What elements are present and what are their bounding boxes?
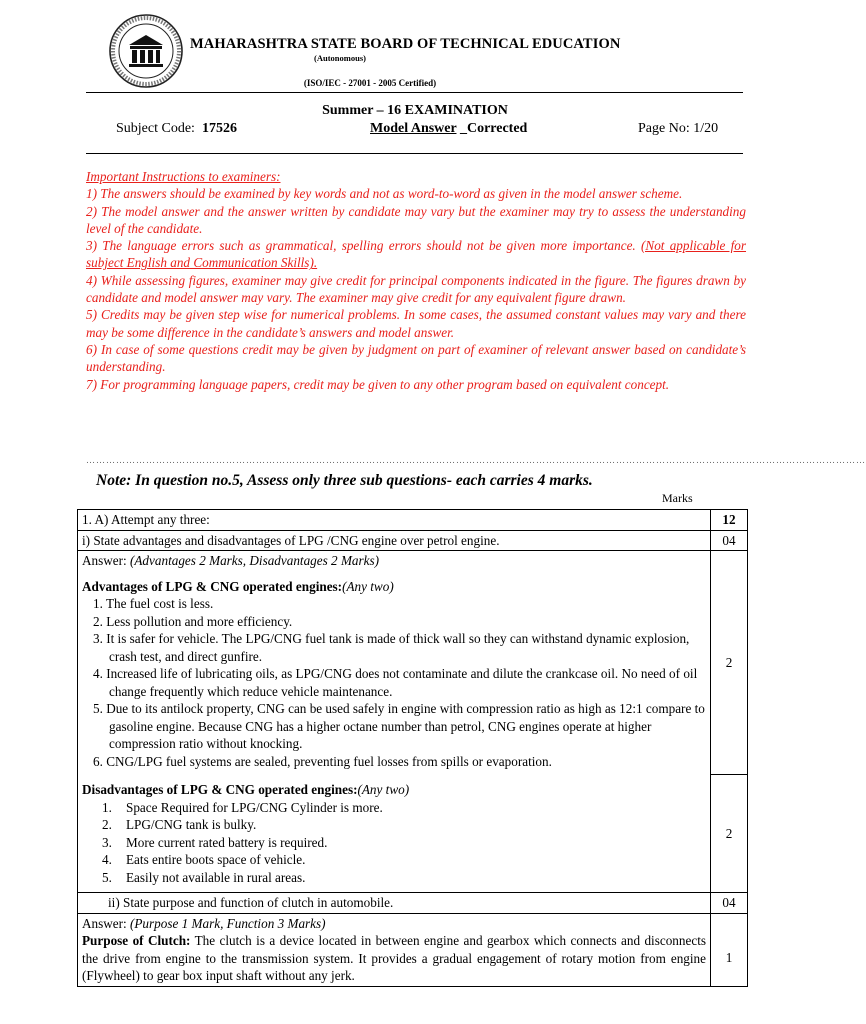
model-answer-label: Model Answer (370, 121, 457, 136)
disadvantages-title (82, 781, 706, 799)
marks-cell: 04 (711, 893, 748, 914)
advantages-any: (Any two) (342, 578, 394, 594)
list-item-text: LPG/CNG tank is bulky. (126, 817, 257, 832)
list-item (82, 816, 706, 834)
list-item-text: Easily not available in rural areas. (126, 869, 306, 885)
clutch-answer (78, 913, 711, 986)
list-item: 6. CNG/LPG fuel systems are sealed, preventing fuel losses from spills or evaporation. (93, 753, 552, 769)
disadvantages-block (78, 774, 711, 893)
table-row (78, 774, 748, 893)
table-row (78, 510, 748, 531)
list-item-number: 3. (102, 834, 112, 850)
list-item: 3. It is safer for vehicle. The LPG/CNG fuel tank is made of thick wall so they can withstand dynamic explosion, crash test, and direct gunfire. (93, 631, 690, 664)
page-number: Page No: 1/20 (638, 121, 719, 136)
header-rule-bottom (86, 153, 743, 154)
board-name: MAHARASHTRA STATE BOARD OF TECHNICAL EDUCATION (190, 36, 621, 52)
advantages-block (78, 571, 711, 775)
list-item: 4. Increased life of lubricating oils, as LPG/CNG does not contaminate and dilute the crankcase oil. No need of oil change frequently which reduce vehicle maintenance. (93, 666, 698, 699)
answer-scheme (82, 915, 706, 933)
answer-table (77, 509, 748, 987)
answer-label: Answer: (82, 553, 127, 568)
list-item-text: Eats entire boots space of vehicle. (126, 852, 306, 867)
dotted-separator: ……………………………………………………………………………………………………………………………………………………………………………………………………………… (86, 455, 866, 465)
marks-cell: 2 (711, 774, 748, 893)
marks-column-heading: Marks (662, 491, 693, 505)
disadvantages-any: (Any two) (357, 782, 410, 797)
table-row (78, 571, 748, 775)
instruction-item: 5) Credits may be given step wise for numerical problems. In some cases, the assumed constant values may vary and there may be some difference in the candidate’s answers and model answer. (86, 307, 746, 340)
advantages-title-text: Advantages of LPG & CNG operated engines: (82, 578, 343, 594)
purpose-paragraph (82, 932, 706, 985)
instruction-item: 7) For programming language papers, credit may be given to any other program based on equivalent concept. (86, 376, 670, 392)
header-rule-top (86, 92, 743, 93)
instruction-item (86, 237, 746, 272)
list-item: 1. The fuel cost is less. (93, 596, 214, 611)
subject-code (116, 121, 237, 137)
instruction-item-text: 3) The language errors such as grammatical, spelling errors should not be given more importance. (86, 238, 636, 254)
question-text: i) State advantages and disadvantages of LPG /CNG engine over petrol engine. (78, 530, 711, 551)
list-item-text: Space Required for LPG/CNG Cylinder is more. (126, 799, 383, 815)
instructions-title: Important Instructions to examiners: (86, 169, 281, 184)
list-item: 5. Due to its antilock property, CNG can be used safely in engine with compression ratio as high as 12:1 compare to gasoline engine. Because CNG has a higher octane number than petrol, CNG engines operate at higher compression ratio without knocking. (93, 701, 705, 751)
marks-cell: 04 (711, 530, 748, 551)
examiner-instructions (86, 168, 746, 393)
subject-code-value: 17526 (201, 121, 237, 136)
instruction-item: 1) The answers should be examined by key words and not as word-to-word as given in the model answer scheme. (86, 186, 683, 202)
table-row (78, 913, 748, 986)
question-note: Note: In question no.5, Assess only three sub questions- each carries 4 marks. (96, 472, 593, 489)
list-item: 2. Less pollution and more efficiency. (93, 613, 293, 629)
answer-scheme-text: (Purpose 1 Mark, Function 3 Marks) (129, 915, 326, 931)
exam-title: Summer – 16 EXAMINATION (322, 103, 508, 118)
disadvantages-list (82, 799, 706, 887)
list-item-text: More current rated battery is required. (126, 834, 328, 850)
table-row (78, 893, 748, 914)
answer-label: Answer: (82, 915, 127, 931)
iso-certification: (ISO/IEC - 27001 - 2005 Certified) (303, 78, 437, 88)
question-text: ii) State purpose and function of clutch in automobile. (78, 893, 711, 914)
list-item (82, 799, 706, 817)
purpose-label: Purpose of Clutch: (82, 933, 191, 948)
subject-code-label: Subject Code: (116, 121, 195, 136)
answer-scheme-text: (Advantages 2 Marks, Disadvantages 2 Marks) (129, 553, 380, 568)
advantages-list (82, 595, 706, 770)
answer-scheme (78, 551, 711, 571)
table-row (78, 530, 748, 551)
instruction-item: 6) In case of some questions credit may be given by judgment on part of examiner of relevant answer based on candidate’s understanding. (86, 341, 746, 375)
list-item (82, 869, 706, 887)
model-answer-heading (370, 121, 527, 137)
corrected-label: _Corrected (459, 121, 528, 136)
instruction-item: 4) While assessing figures, examiner may give credit for principal components indicated in the figure. The figures drawn by candidate and model answer may vary. The examiner may give credit for any equivalent figure drawn. (86, 272, 746, 306)
purpose-text: The clutch is a device located in between engine and gearbox which connects and disconnects the drive from engine to the transmission system. It provides a gradual engagement of rotary motion from engine (Flywheel) to gear box input shaft without any jerk. (82, 933, 706, 983)
list-item-number: 4. (102, 852, 112, 867)
table-row (78, 551, 748, 571)
question-heading: 1. A) Attempt any three: (78, 510, 711, 531)
marks-cell: 2 (711, 551, 748, 775)
page-header (0, 0, 768, 160)
list-item-number: 2. (102, 817, 112, 832)
instruction-item-note: (Not applicable for subject English and Communication Skills). (86, 238, 747, 271)
disadvantages-title-text: Disadvantages of LPG & CNG operated engines: (82, 782, 358, 797)
list-item-number: 1. (102, 799, 112, 815)
list-item-number: 5. (102, 869, 112, 885)
instruction-item: 2) The model answer and the answer written by candidate may vary but the examiner may try to assess the understanding level of the candidate. (86, 203, 746, 236)
list-item (82, 851, 706, 869)
marks-cell: 1 (711, 913, 748, 986)
list-item (82, 834, 706, 852)
marks-cell: 12 (711, 510, 748, 531)
advantages-title (82, 578, 706, 596)
autonomous-label: (Autonomous) (314, 53, 366, 63)
